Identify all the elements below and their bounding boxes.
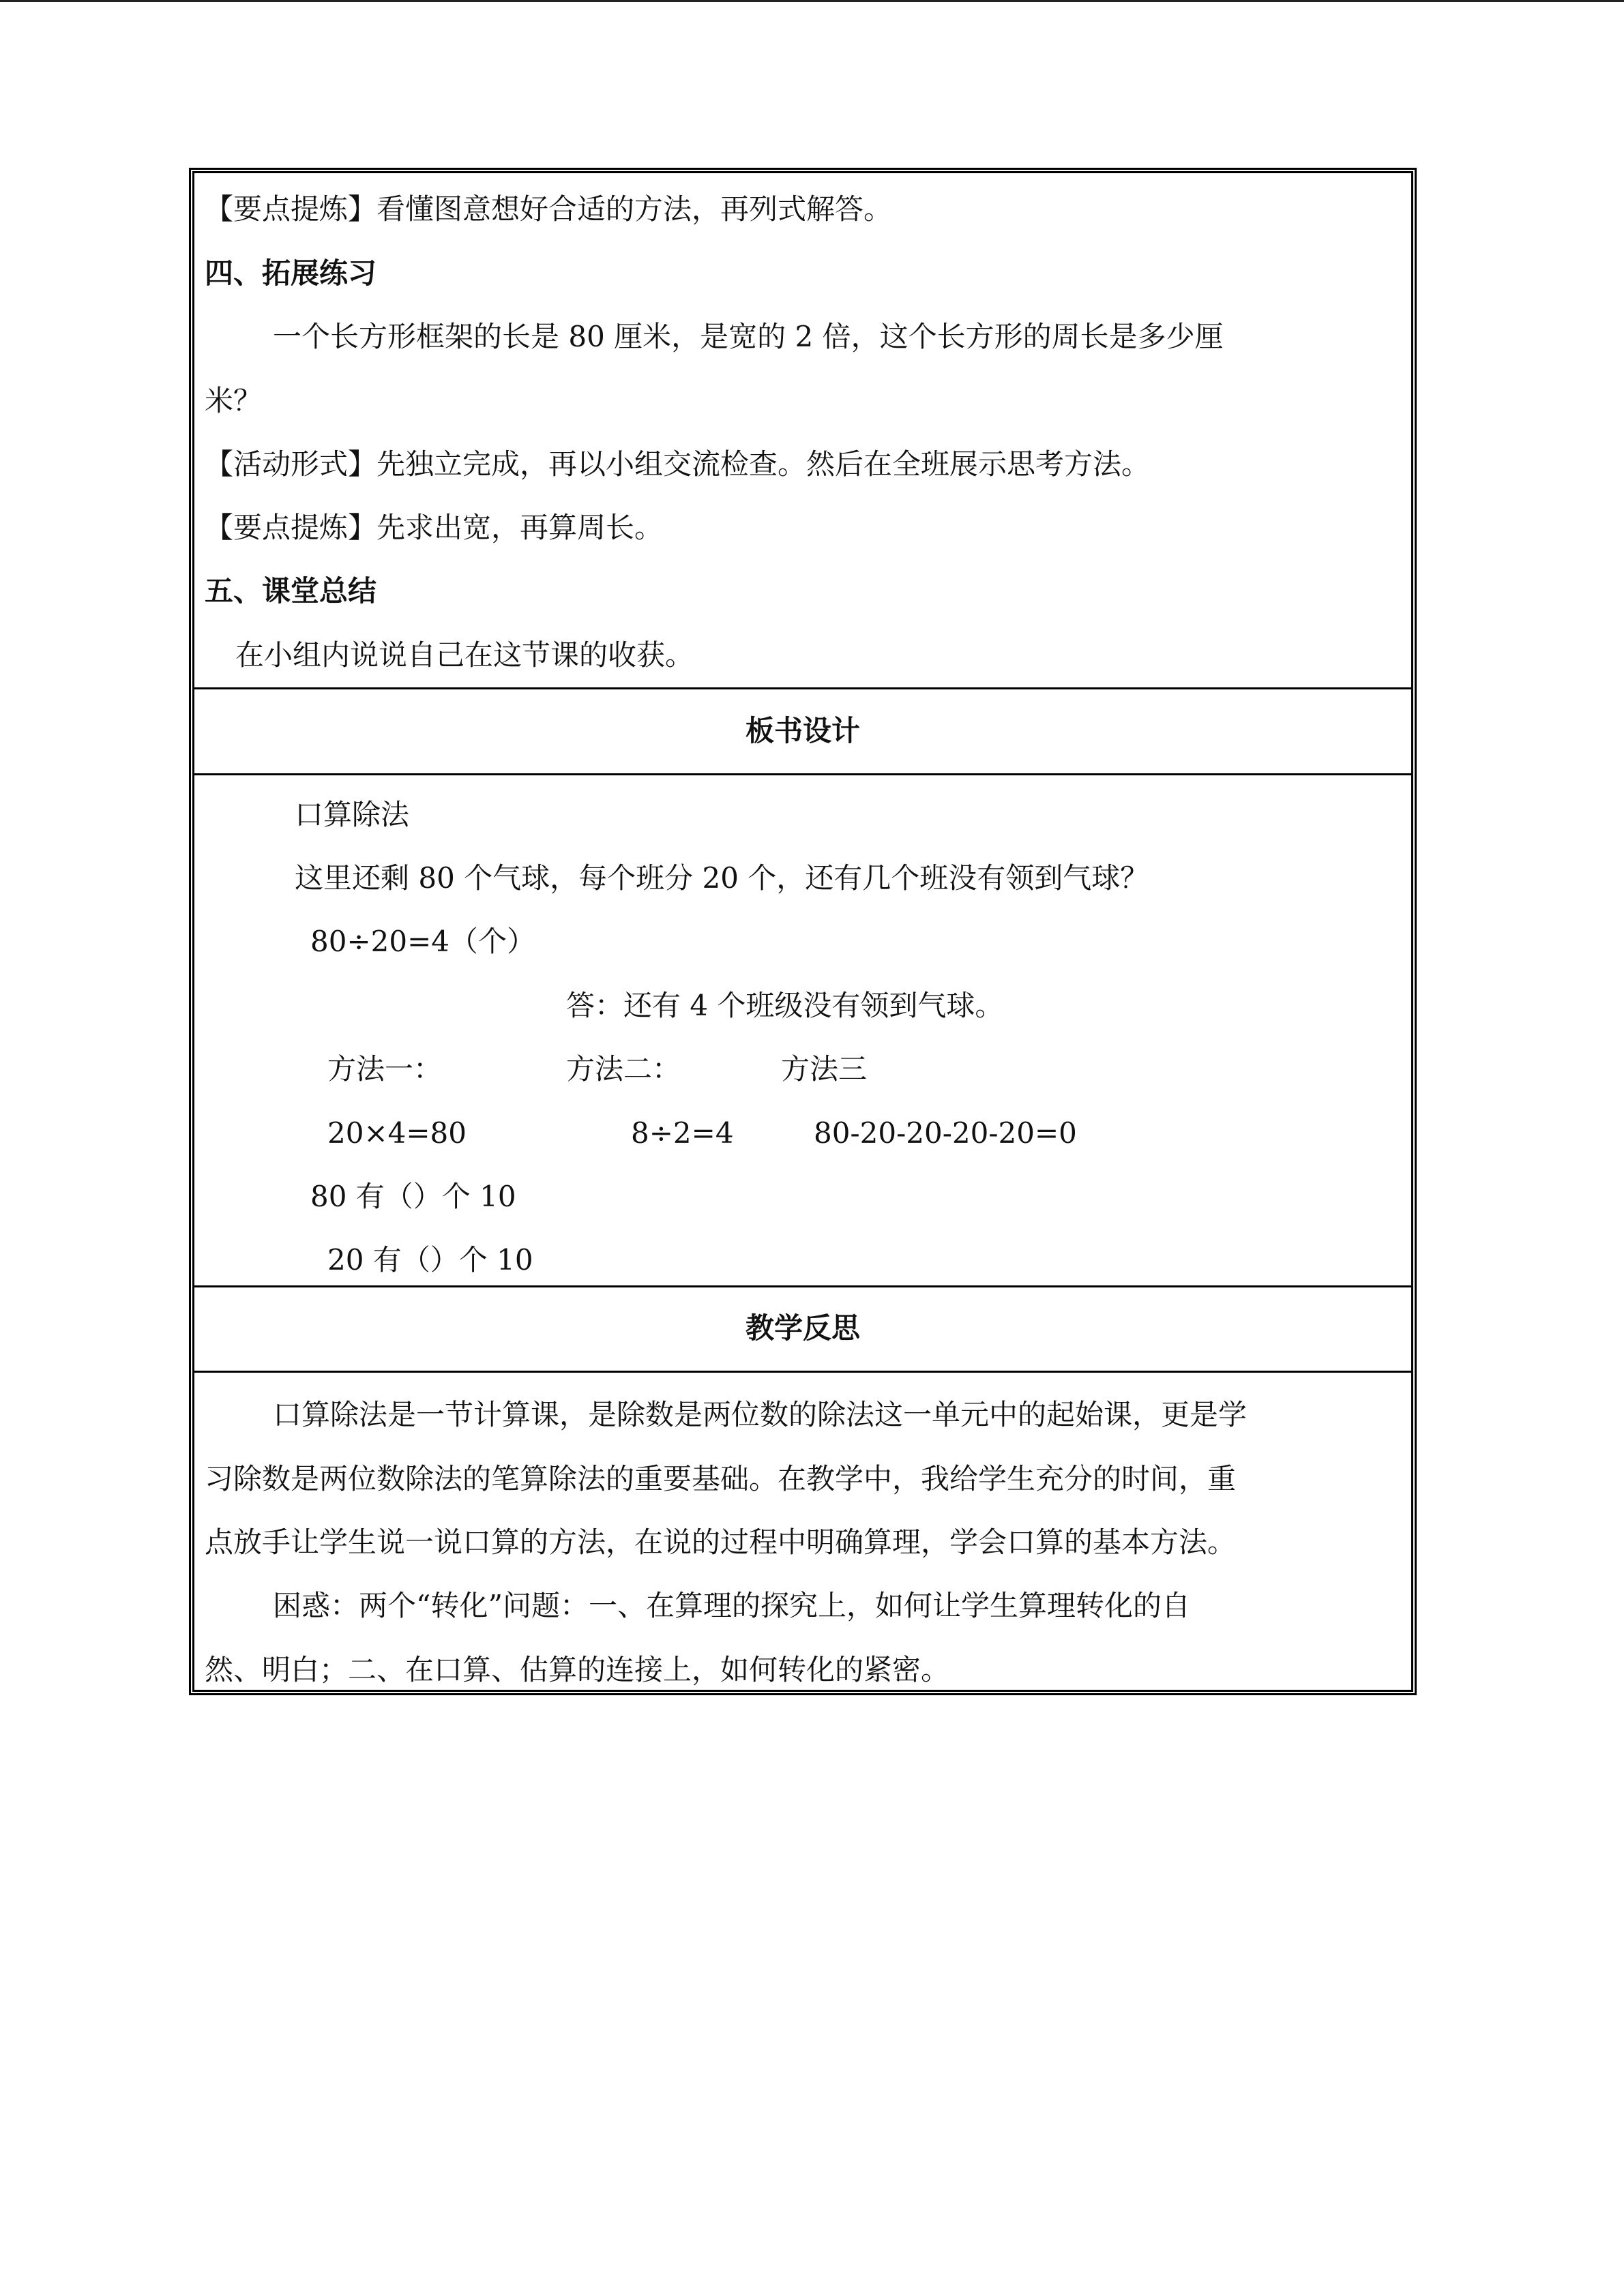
divider-3 [194,1285,1411,1287]
method-1-label: 方法一： [327,1052,443,1086]
tens-line-1: 80 有（）个 10 [310,1180,516,1213]
summary-text: 在小组内说说自己在这节课的收获。 [235,638,694,672]
section-4-title: 四、拓展练习 [205,256,377,290]
method-2-label: 方法二： [566,1052,681,1086]
method-3-label: 方法三 [781,1052,868,1086]
exercise-text-line-1: 一个长方形框架的长是 80 厘米，是宽的 2 倍，这个长方形的周长是多少厘 [273,320,1224,353]
key-point-1: 【要点提炼】看懂图意想好合适的方法，再列式解答。 [205,192,893,226]
reflection-line-1: 口算除法是一节计算课，是除数是两位数的除法这一单元中的起始课，更是学 [273,1398,1247,1431]
activity-form: 【活动形式】先独立完成，再以小组交流检查。然后在全班展示思考方法。 [205,447,1151,481]
page-top-rule [0,0,1624,2]
teaching-process-cell [194,173,1411,687]
reflection-line-5: 然、明白；二、在口算、估算的连接上，如何转化的紧密。 [205,1653,950,1686]
board-design-header: 板书设计 [745,714,860,747]
reflection-line-3: 点放手让学生说一说口算的方法，在说的过程中明确算理，学会口算的基本方法。 [205,1525,1237,1559]
board-answer: 答：还有 4 个班级没有领到气球。 [566,989,1004,1022]
reflection-header: 教学反思 [745,1311,860,1345]
method-1-calc: 20×4=80 [327,1116,467,1150]
divider-1 [194,687,1411,689]
board-question: 这里还剩 80 个气球，每个班分 20 个，还有几个班没有领到气球？ [295,861,1149,895]
section-5-title: 五、课堂总结 [205,574,377,608]
key-point-2: 【要点提炼】先求出宽，再算周长。 [205,511,664,544]
reflection-cell [194,1373,1411,1686]
exercise-text-line-2: 米？ [205,384,263,417]
method-3-calc: 80-20-20-20-20=0 [814,1116,1077,1150]
tens-line-2: 20 有（）个 10 [327,1243,533,1277]
reflection-line-2: 习除数是两位数除法的笔算除法的重要基础。在教学中，我给学生充分的时间，重 [205,1462,1237,1495]
lesson-plan-table [189,168,1417,1695]
reflection-line-4: 困惑：两个“转化”问题：一、在算理的探究上，如何让学生算理转化的自 [273,1589,1190,1622]
board-equation: 80÷20=4（个） [310,925,535,958]
board-design-cell [194,775,1411,1455]
method-2-calc: 8÷2=4 [631,1116,734,1150]
board-title: 口算除法 [295,798,410,831]
